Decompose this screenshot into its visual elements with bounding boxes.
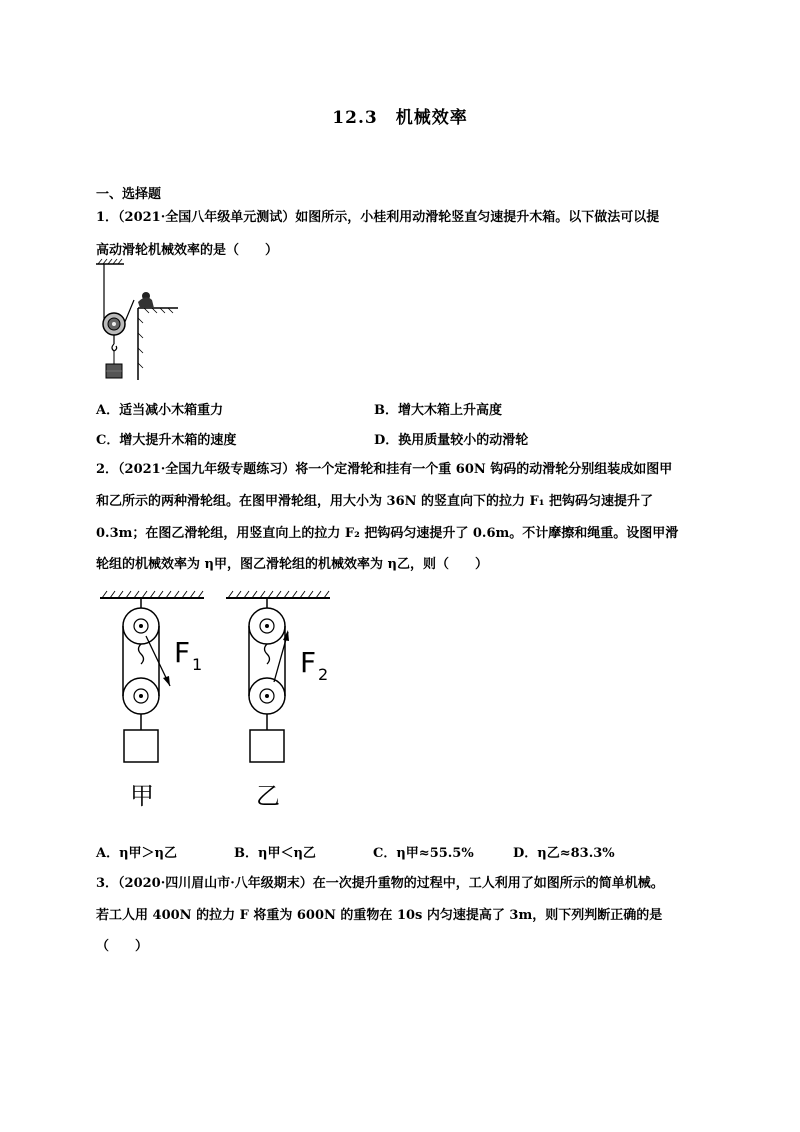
q3-line2: 若工人用 400N 的拉力 F 将重为 600N 的重物在 10s 内匀速提高了 3m，则下列判断正确的是 xyxy=(96,908,663,923)
q2-line1: 2．（2021·全国九年级专题练习）将一个定滑轮和挂有一个重 60N 钩码的动滑轮分别组装成如图甲 xyxy=(96,462,673,477)
q2-pulley-figure xyxy=(96,586,346,816)
q2-line4: 轮组的机械效率为 η甲，图乙滑轮组的机械效率为 η乙，则（ ） xyxy=(96,557,488,572)
q1-option-b: B．增大木箱上升高度 xyxy=(374,403,502,418)
page-title: 12.3 机械效率 xyxy=(332,108,468,128)
q2-line3: 0.3m；在图乙滑轮组，用竖直向上的拉力 F₂ 把钩码匀速提升了 0.6m。不计摩擦和绳重。设图甲滑 xyxy=(96,526,679,541)
pulley-system-yi xyxy=(226,591,330,810)
q3-line3: （ ） xyxy=(96,939,149,954)
q2-option-b: B．η甲＜η乙 xyxy=(234,846,316,861)
q2-option-d: D．η乙≈83.3% xyxy=(513,846,615,861)
q1-line2: 高动滑轮机械效率的是（ ） xyxy=(96,243,279,258)
q3-line1: 3．（2020·四川眉山市·八年级期末）在一次提升重物的过程中，工人利用了如图所示的简单机械。 xyxy=(96,876,664,891)
q2-option-c: C．η甲≈55.5% xyxy=(373,846,474,861)
q2-line2: 和乙所示的两种滑轮组。在图甲滑轮组，用大小为 36N 的竖直向下的拉力 F₁ 把钩码匀速提升了 xyxy=(96,494,654,509)
q1-option-d: D．换用质量较小的动滑轮 xyxy=(374,433,529,448)
f1-subscript: 1 xyxy=(192,655,203,674)
f2-subscript: 2 xyxy=(318,665,329,684)
f2-label: F xyxy=(300,646,317,679)
yi-label: 乙 xyxy=(256,782,280,810)
q1-line1: 1．（2021·全国八年级单元测试）如图所示，小桂利用动滑轮竖直匀速提升木箱。以下做法可以提 xyxy=(96,210,660,225)
q2-option-a: A．η甲＞η乙 xyxy=(96,846,177,861)
f1-label: F xyxy=(174,636,191,669)
q1-option-c: C．增大提升木箱的速度 xyxy=(96,433,237,448)
q1-pulley-figure xyxy=(94,258,184,388)
q1-option-a: A．适当减小木箱重力 xyxy=(96,403,224,418)
section-heading: 一、选择题 xyxy=(96,187,162,202)
jia-label: 甲 xyxy=(130,782,154,810)
pulley-system-jia xyxy=(100,591,204,810)
